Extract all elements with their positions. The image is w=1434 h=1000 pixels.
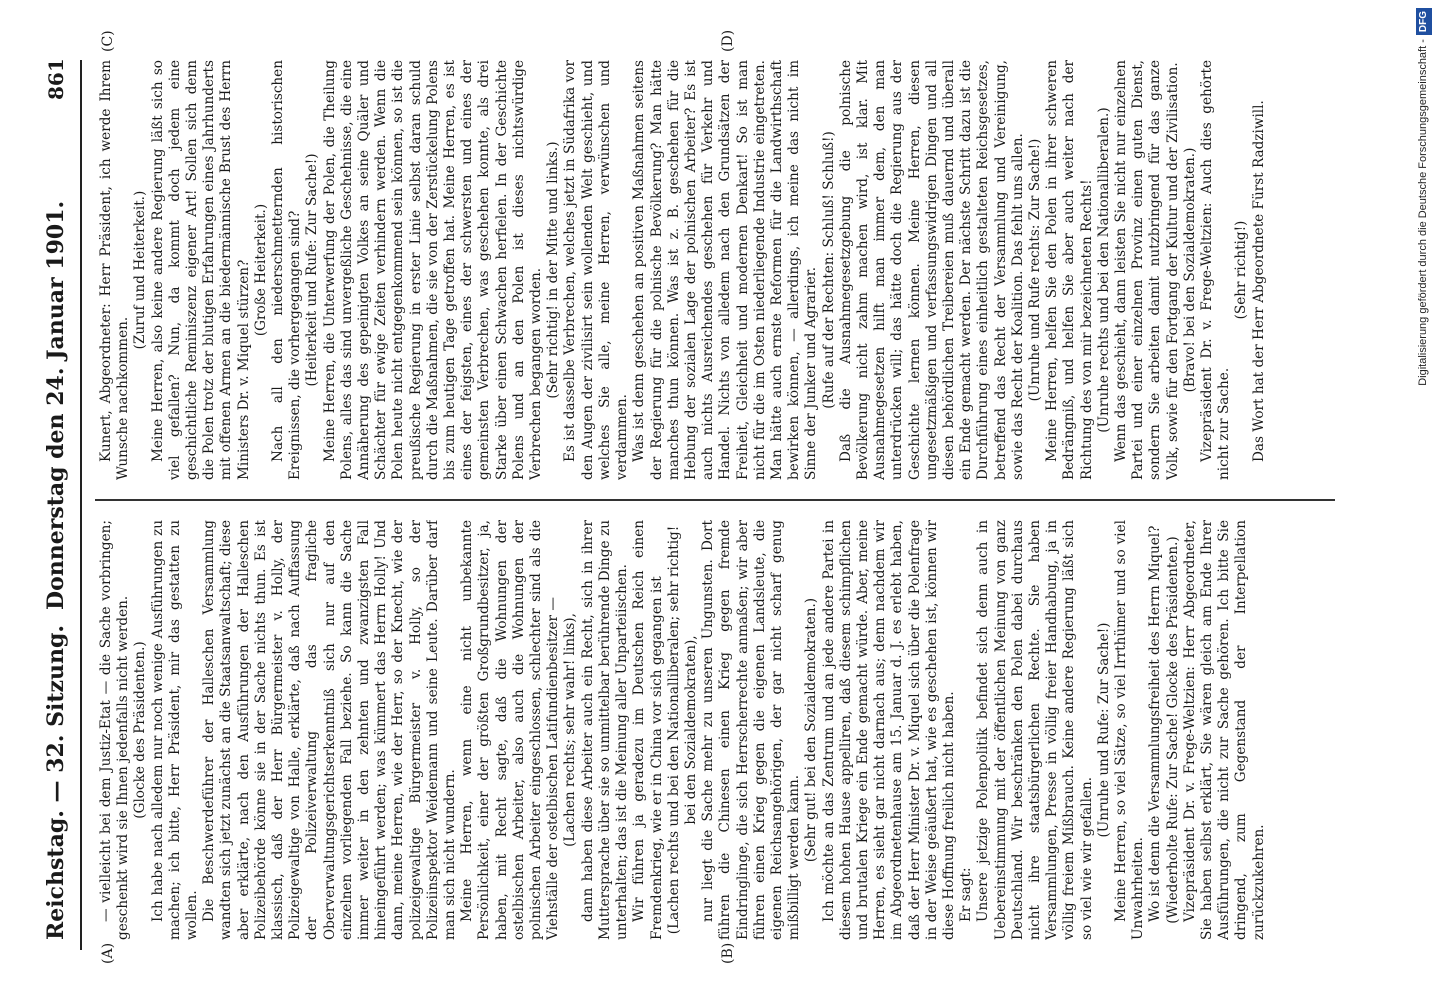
stage-direction: (Sehr richtig! in der Mitte und links.) [545,141,562,399]
stage-direction: (Große Heiterkeit.) [252,203,269,337]
stage-direction: (Sehr richtig!) [1233,220,1250,320]
text-column-right [98,60,1328,480]
running-header-date: Donnerstag den 24. Januar 1901. [43,200,69,610]
text-column-left [98,520,1328,940]
digitization-credit [1415,8,1431,998]
paragraph: Meine Herren, die Unterwerfung der Polen, die Theilung Polens, alles das sind unvergeßliche Geschehnisse, die eine Annäherung des gepeinigten Volkes an seine Quäler und Schächter für ewige Zeiten verhindern werden. Wenn die Polen heute nicht entgegenkommend sein können, so ist die preußische Regierung in erster Linie selbst daran schuld durch die Maßnahmen, die sie von der Zerstückelung Polens bis zum heutigen Tage getroffen hat. Meine Herren, es ist eines der feigsten, eines der schwersten und eines der gemeinsten Verbrechen, was geschehen konnte, als drei Starke über einen Schwachen herfielen. In der Geschichte Polens und an den Polen ist dieses nichtswürdige Verbrechen begangen worden. [321,60,545,480]
paragraph: Kunert, Abgeordneter: Herr Präsident, ich werde Ihrem Wunsche nachkommen. [98,60,132,480]
paragraph: Wo ist denn die Versammlungsfreiheit des Herrn Miquel? [1147,525,1164,922]
paragraph: Meine Herren, so viel Sätze, so viel Irrthümer und so viel Unwahrheiten. [1112,520,1147,940]
paragraph: Es ist dasselbe Verbrechen, welches jetzt in Südafrika vor den Augen der zivilisirt sein wollenden Welt geschieht, und welches Sie alle, meine Herren, verwünschen und verdammen. [562,60,631,480]
header-rule [80,60,82,950]
paragraph: Unsere jetzige Polenpolitik befindet sich denn auch in Uebereinstimmung mit der öffentlichen Meinung von ganz Deutschland. Wir beschränken den Polen dabei durchaus nicht ihre staatsbürgerlichen Rechte. Sie haben Versammlungen, Presse in völlig freier Handhabung, ja in völlig freiem Mißbrauch. Keine andere Regierung läßt sich so viel wie wir gefallen. [975,520,1095,940]
stage-direction: (Glocke des Präsidenten.) [132,641,149,819]
paragraph: Vizepräsident Dr. v. Frege-Weltzien: Herr Abgeordneter, Sie haben selbst erklärt, Sie wären gleich am Ende Ihrer Ausführungen, die nicht zur Sache gehören. Ich bitte Sie dringend, zum Gegenstand der Interpellation zurückzukehren. [1181,520,1267,940]
paragraph: Meine Herren, also keine andere Regierung läßt sich so viel gefallen? Nun, da kommt doch jedem eine geschichtliche Reminiszenz eigener Art! Sollen sich denn die Polen trotz der blutigen Erfahrungen eines Jahrhunderts mit offenen Armen an die biedermännische Brust des Herrn Ministers Dr. v. Miquel stürzen? [149,60,252,480]
page-number: 861 [44,58,68,100]
paragraph: Meine Herren, helfen Sie den Polen in ihrer schweren Bedrängniß, und helfen Sie aber auch weiter nach der Richtung des von mir bezeichneten Rechts! [1044,60,1095,480]
stage-direction: (Zuruf und Heiterkeit.) [132,190,149,350]
paragraph: Vizepräsident Dr. v. Frege-Weltzien: Auch dies gehörte nicht zur Sache. [1199,60,1233,480]
paragraph: Ich habe nach alledem nur noch wenige Ausführungen zu machen; ich bitte, Herr Präsident, mir das gestatten zu wollen. [149,520,201,940]
running-header-left: Reichstag. — 32. Sitzung. [43,624,69,940]
paragraph: Meine Herren, wenn eine nicht unbekannte Persönlichkeit, einer der größten Großgrundbesitzer, ja, haben, mit Recht sagte, daß die Wohnungen der ostelbischen Arbeiter, also auch die Wohnungen der polnischen Arbeiter eingeschlossen, schlechter sind als die Viehställe der ostelbischen Latifundienbesitzer — [459,520,562,940]
stage-direction: (Unruhe rechts und bei den Nationalliberalen.) [1095,107,1112,433]
paragraph: Die Beschwerdeführer der Halleschen Versammlung wandten sich jetzt zunächst an die Staatsanwaltschaft; diese aber erklärte, nach den Ausführungen der Halleschen Polizeibehörde könne sie in der Sache nichts thun. Es ist klassisch, daß der Herr Bürgermeister v. Holly, der Polizeigewaltige von Halle, erklärte, daß nach Auffassung der Polizeiverwaltung das fragliche Oberverwaltungsgerichtserkenntniß sich nur auf den einzelnen vorliegenden Fall beziehe. So kann die Sache immer weiter in den zehnten und zwanzigsten Fall hineingeführt werden; was kümmert das Herrn Holly! Und dann, meine Herren, wie der Herr, so der Knecht, wie der polizeigewaltige Bürgermeister v. Holly, so der Polizeiinspektor Weidemann und seine Leute. Darüber darf man sich nicht wundern. [201,520,459,940]
column-separator [95,499,1335,501]
paragraph: Er sagt: [958,867,975,922]
stage-direction: (Wiederholte Rufe: Zur Sache! Glocke des Präsidenten.) [1164,536,1181,924]
stage-direction: (Lachen rechts; sehr wahr! links), [562,613,579,847]
paragraph: Ich möchte an das Zentrum und an jede andere Partei in diesem hohen Hause appelliren, daß diesem schimpflichen und brutalen Kriege ein Ende gemacht würde. Aber, meine Herren, es sieht gar nicht darnach aus; denn nachdem wir im Abgeordnetenhause am 15. Januar d. J. es erlebt haben, daß der Herr Minister Dr. v. Miquel sich über die Polenfrage in der Weise geäußert hat, wie es geschehen ist, können wir diese Hoffnung freilich nicht haben. [820,520,957,940]
stage-direction: (Bravo! bei den Sozialdemokraten.) [1181,147,1198,393]
paragraph: Das Wort hat der Herr Abgeordnete Fürst Radziwill. [1250,100,1267,462]
margin-marker-c: (C) [100,30,116,52]
stage-direction: (Lachen rechts und bei den Nationalliberalen; sehr richtig! bei den Sozialdemokraten), [665,525,699,935]
margin-marker-a: (A) [100,942,116,964]
stage-direction: (Heiterkeit und Rufe: Zur Sache!) [304,153,321,387]
margin-marker-b: (B) [720,942,736,964]
paragraph: Was ist denn geschehen an positiven Maßnahmen seitens der Regierung für die polnische Bevölkerung? Man hätte manches thun können. Was ist z. B. geschehen für die Hebung der sozialen Lage der polnischen Arbeiter? Es ist auch nichts Ausreichendes geschehen für Verkehr und Handel. Nichts von alledem nach den Grundsätzen der Freiheit, Gleichheit und modernen Denkart! So ist man nicht für die im Osten niederliegende Industrie eingetreten. Man hätte auch ernste Reformen für die Landwirthschaft bewirken können, — allerdings, ich meine das nicht im Sinne der Junker und Agrarier. [631,60,820,480]
paragraph: Nach all den niederschmetternden historischen Ereignissen, die vorhergegangen sind? [270,60,304,480]
dfg-logo: DFG [1416,8,1432,35]
credit-text: Digitalisierung gefördert durch die Deutsche Forschungsgemeinschaft - [1417,39,1429,386]
paragraph: dann haben diese Arbeiter auch ein Recht, sich in ihrer Muttersprache über sie so unmittelbar berührende Dinge zu unterhalten; das ist die Meinung aller Unparteiischen. [579,520,631,940]
paragraph: Wenn das geschieht, dann leisten Sie nicht nur einzelnen Partei und einer einzelnen Provinz einen guten Dienst, sondern Sie arbeiten damit nutzbringend für das ganze Volk, sowie für den Fortgang der Kultur und der Zivilisation. [1112,60,1181,480]
paragraph: Daß die Ausnahmegesetzgebung die polnische Bevölkerung nicht zahm machen wird, ist klar. Mit Ausnahmegesetzen hilft man immer dem, den man unterdrücken will; das hätte doch die Regierung aus der Geschichte lernen können. Meine Herren, diesen ungesetzmäßigen und verfassungswidrigen Dingen und all diesen behördlichen Treibereien muß dauernd und überall ein Ende gemacht werden. Der nächste Schritt dazu ist die Durchführung eines einheitlich gestalteten Reichsgesetzes, betreffend das Recht der Versammlung und Vereinigung, sowie das Recht der Koalition. Das fehlt uns allen. [837,60,1026,480]
paragraph: Wir führen ja geradezu im Deutschen Reich einen Fremdenkrieg, wie er in China vor sich gegangen ist [631,520,665,940]
stage-direction: (Sehr gut! bei den Sozialdemokraten.) [803,597,820,863]
stage-direction: (Unruhe und Rufe rechts: Zur Sache!) [1026,138,1043,402]
paragraph: nur liegt die Sache mehr zu unseren Ungunsten. Dort führen die Chinesen einen Krieg gegen fremde Eindringlinge, die sich Herrscherrechte anmaßen; wir aber führen einen Krieg gegen die eigenen Landsleute, die eigenen Reichsangehörigen, der gar nicht scharf genug mißbilligt werden kann. [700,520,803,940]
paragraph: — vielleicht bei dem Justiz-Etat — die Sache vorbringen; geschenkt wird sie Ihnen jedenfalls nicht werden. [98,520,132,940]
stage-direction: (Rufe auf der Rechten: Schluß! Schluß!) [820,131,837,409]
stage-direction: (Unruhe und Rufe: Zur Sache!) [1095,622,1112,838]
margin-marker-d: (D) [720,29,736,52]
